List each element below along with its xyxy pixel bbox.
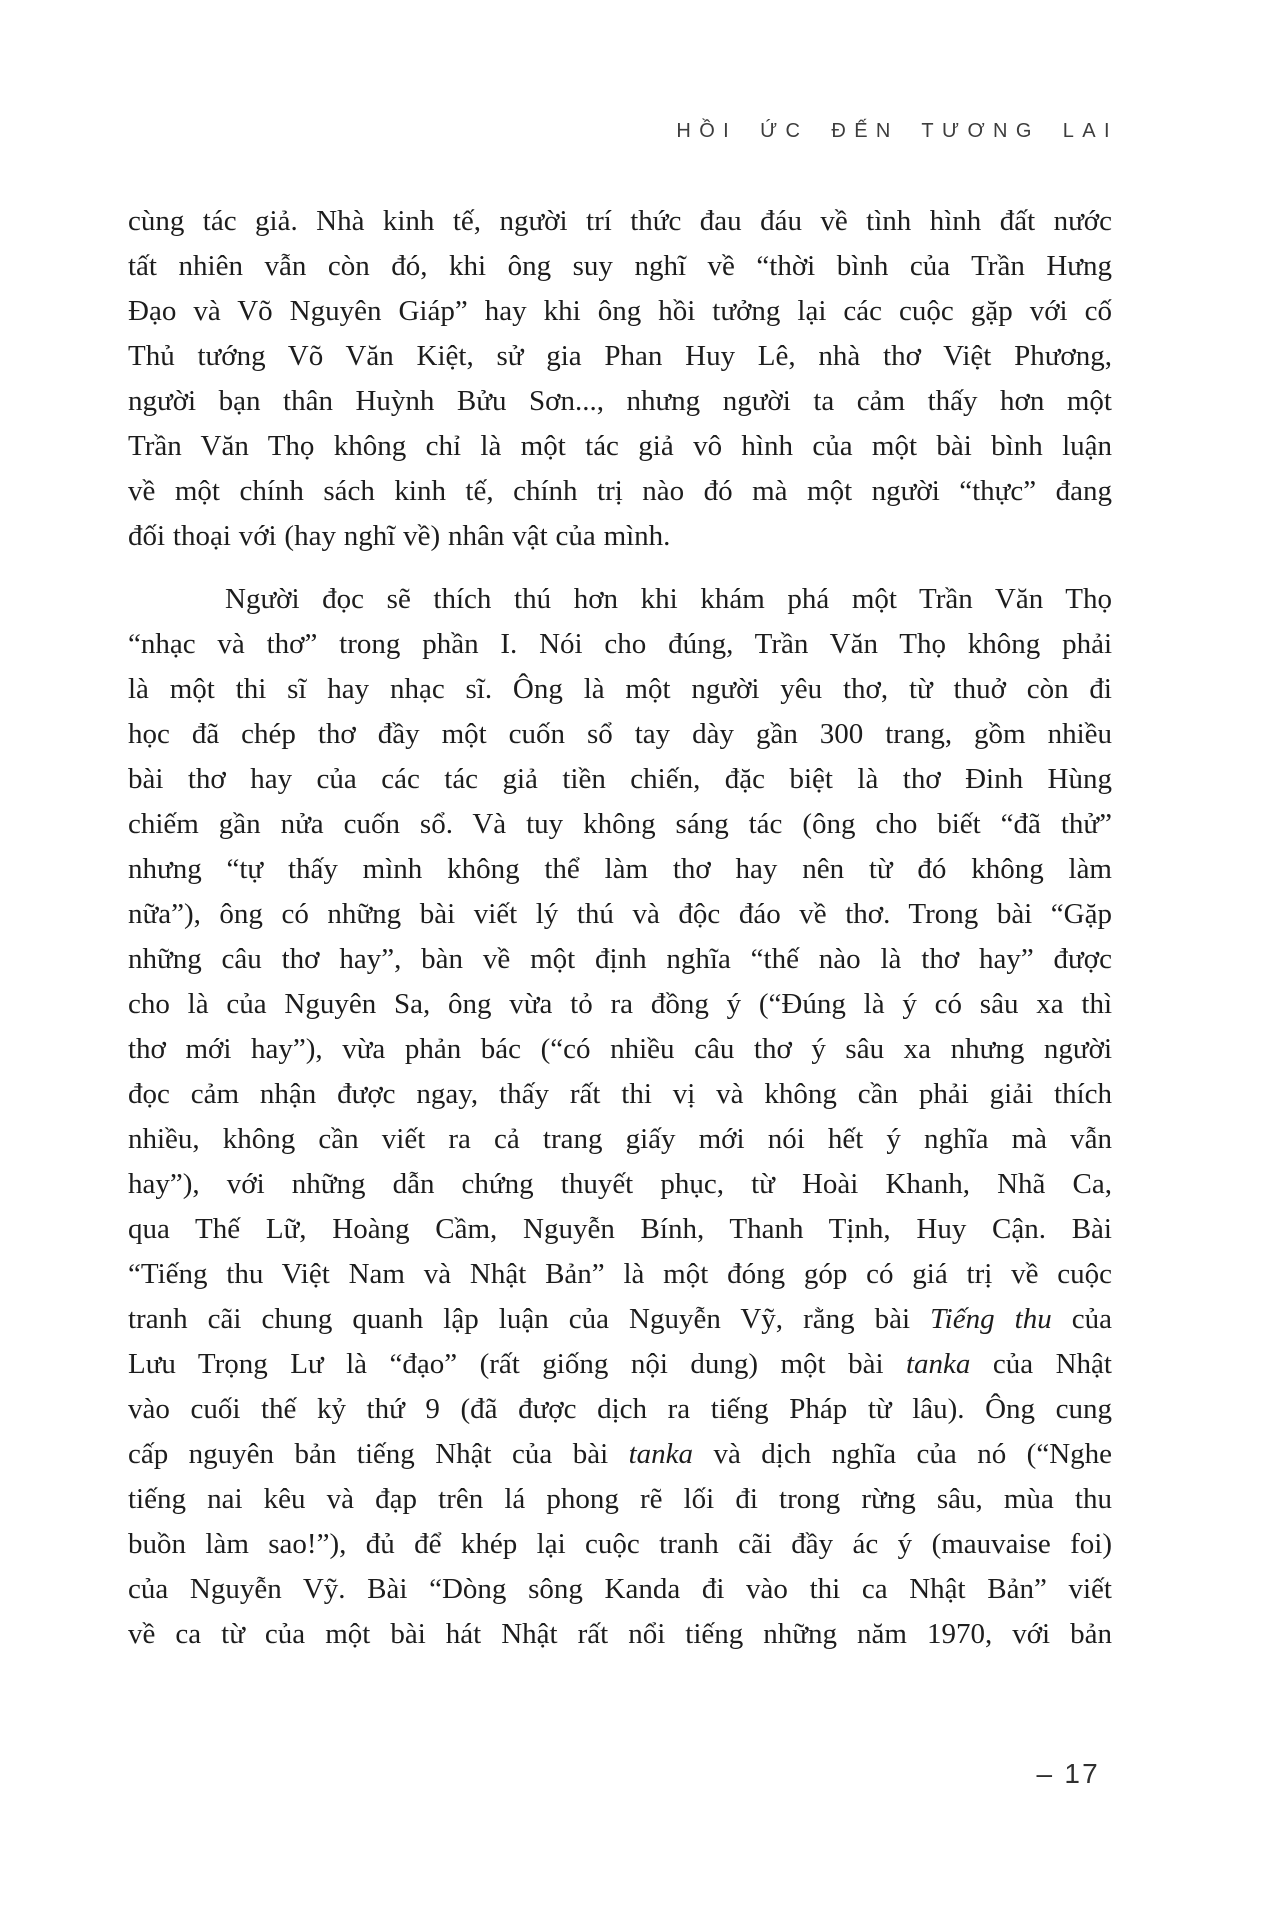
text-line xyxy=(128,1612,1112,1657)
text-line xyxy=(128,757,1112,802)
text-line xyxy=(128,892,1112,937)
text-segment: hay”), với những dẫn chứng thuyết phục, từ Hoài Khanh, Nhã Ca, xyxy=(128,1168,1112,1200)
text-segment: là một thi sĩ hay nhạc sĩ. Ông là một người yêu thơ, từ thuở còn đi xyxy=(128,673,1112,705)
text-segment: “nhạc và thơ” trong phần I. Nói cho đúng, Trần Văn Thọ không phải xyxy=(128,628,1112,660)
text-line xyxy=(128,334,1112,379)
text-line xyxy=(128,1387,1112,1432)
text-segment: học đã chép thơ đầy một cuốn sổ tay dày gần 300 trang, gồm nhiều xyxy=(128,718,1112,750)
text-line xyxy=(128,1117,1112,1162)
text-segment: về một chính sách kinh tế, chính trị nào đó mà một người “thực” đang xyxy=(128,475,1112,507)
paragraph xyxy=(128,577,1112,1657)
text-segment: tranh cãi chung quanh lập luận của Nguyễn Vỹ, rằng bài xyxy=(128,1303,931,1335)
text-segment: người bạn thân Huỳnh Bửu Sơn..., nhưng người ta cảm thấy hơn một xyxy=(128,385,1112,417)
text-line xyxy=(128,982,1112,1027)
text-line xyxy=(128,577,1112,622)
text-line xyxy=(128,1162,1112,1207)
text-line xyxy=(128,424,1112,469)
text-line xyxy=(128,1432,1112,1477)
text-segment: “Tiếng thu Việt Nam và Nhật Bản” là một đóng góp có giá trị về cuộc xyxy=(128,1258,1112,1290)
text-segment: cho là của Nguyên Sa, ông vừa tỏ ra đồng ý (“Đúng là ý có sâu xa thì xyxy=(128,988,1112,1020)
text-line xyxy=(128,1342,1112,1387)
text-line xyxy=(128,622,1112,667)
text-segment: về ca từ của một bài hát Nhật rất nổi tiếng những năm 1970, với bản xyxy=(128,1618,1112,1650)
italic-text-segment: tanka xyxy=(905,1348,971,1380)
text-line xyxy=(128,937,1112,982)
text-line xyxy=(128,667,1112,712)
text-line xyxy=(128,712,1112,757)
text-segment: cùng tác giả. Nhà kinh tế, người trí thức đau đáu về tình hình đất nước xyxy=(128,205,1112,237)
italic-text-segment: Tiếng thu xyxy=(930,1303,1052,1335)
text-block xyxy=(128,199,1112,1657)
text-line xyxy=(128,379,1112,424)
text-line xyxy=(128,289,1112,334)
running-header: HỒI ỨC ĐẾN TƯƠNG LAI xyxy=(676,120,1118,142)
text-segment: nữa”), ông có những bài viết lý thú và độc đáo về thơ. Trong bài “Gặp xyxy=(128,898,1112,930)
text-line xyxy=(128,1207,1112,1252)
text-segment: nhiều, không cần viết ra cả trang giấy mới nói hết ý nghĩa mà vẫn xyxy=(128,1123,1112,1155)
text-segment: tiếng nai kêu và đạp trên lá phong rẽ lối đi trong rừng sâu, mùa thu xyxy=(128,1483,1112,1515)
text-line xyxy=(128,1027,1112,1072)
text-line xyxy=(128,514,1112,559)
page-number: – 17 xyxy=(1036,1758,1100,1789)
text-line xyxy=(128,1477,1112,1522)
text-line xyxy=(128,847,1112,892)
text-segment: của Nhật xyxy=(970,1348,1112,1380)
text-segment: của Nguyễn Vỹ. Bài “Dòng sông Kanda đi vào thi ca Nhật Bản” viết xyxy=(128,1573,1112,1605)
text-segment: đối thoại với (hay nghĩ về) nhân vật của mình. xyxy=(128,520,671,552)
text-line xyxy=(128,1567,1112,1612)
italic-text-segment: tanka xyxy=(628,1438,694,1470)
text-segment: Lưu Trọng Lư là “đạo” (rất giống nội dung) một bài xyxy=(128,1348,906,1380)
text-segment: cấp nguyên bản tiếng Nhật của bài xyxy=(128,1438,629,1470)
text-line xyxy=(128,244,1112,289)
paragraph xyxy=(128,199,1112,559)
text-segment: những câu thơ hay”, bàn về một định nghĩa “thế nào là thơ hay” được xyxy=(128,943,1112,975)
text-line xyxy=(128,802,1112,847)
text-segment: qua Thế Lữ, Hoàng Cầm, Nguyễn Bính, Thanh Tịnh, Huy Cận. Bài xyxy=(128,1213,1112,1245)
text-segment: nhưng “tự thấy mình không thể làm thơ hay nên từ đó không làm xyxy=(128,853,1112,885)
text-segment: Thủ tướng Võ Văn Kiệt, sử gia Phan Huy Lê, nhà thơ Việt Phương, xyxy=(128,340,1112,372)
text-segment: thơ mới hay”), vừa phản bác (“có nhiều câu thơ ý sâu xa nhưng người xyxy=(128,1033,1112,1065)
text-line xyxy=(128,1252,1112,1297)
text-segment: Đạo và Võ Nguyên Giáp” hay khi ông hồi tưởng lại các cuộc gặp với cố xyxy=(128,295,1112,327)
text-line xyxy=(128,199,1112,244)
text-line xyxy=(128,469,1112,514)
text-segment: chiếm gần nửa cuốn sổ. Và tuy không sáng tác (ông cho biết “đã thử” xyxy=(128,808,1112,840)
text-segment: đọc cảm nhận được ngay, thấy rất thi vị và không cần phải giải thích xyxy=(128,1078,1112,1110)
text-segment: và dịch nghĩa của nó (“Nghe xyxy=(693,1438,1113,1470)
text-line xyxy=(128,1072,1112,1117)
text-segment: vào cuối thế kỷ thứ 9 (đã được dịch ra tiếng Pháp từ lâu). Ông cung xyxy=(128,1393,1112,1425)
text-segment: buồn làm sao!”), đủ để khép lại cuộc tranh cãi đầy ác ý (mauvaise foi) xyxy=(128,1528,1112,1560)
text-segment: Người đọc sẽ thích thú hơn khi khám phá một Trần Văn Thọ xyxy=(225,583,1112,615)
text-segment: tất nhiên vẫn còn đó, khi ông suy nghĩ về “thời bình của Trần Hưng xyxy=(128,250,1112,282)
text-segment: Trần Văn Thọ không chỉ là một tác giả vô hình của một bài bình luận xyxy=(128,430,1112,462)
text-segment: bài thơ hay của các tác giả tiền chiến, đặc biệt là thơ Đinh Hùng xyxy=(128,763,1112,795)
text-line xyxy=(128,1297,1112,1342)
text-line xyxy=(128,1522,1112,1567)
text-segment: của xyxy=(1051,1303,1112,1335)
